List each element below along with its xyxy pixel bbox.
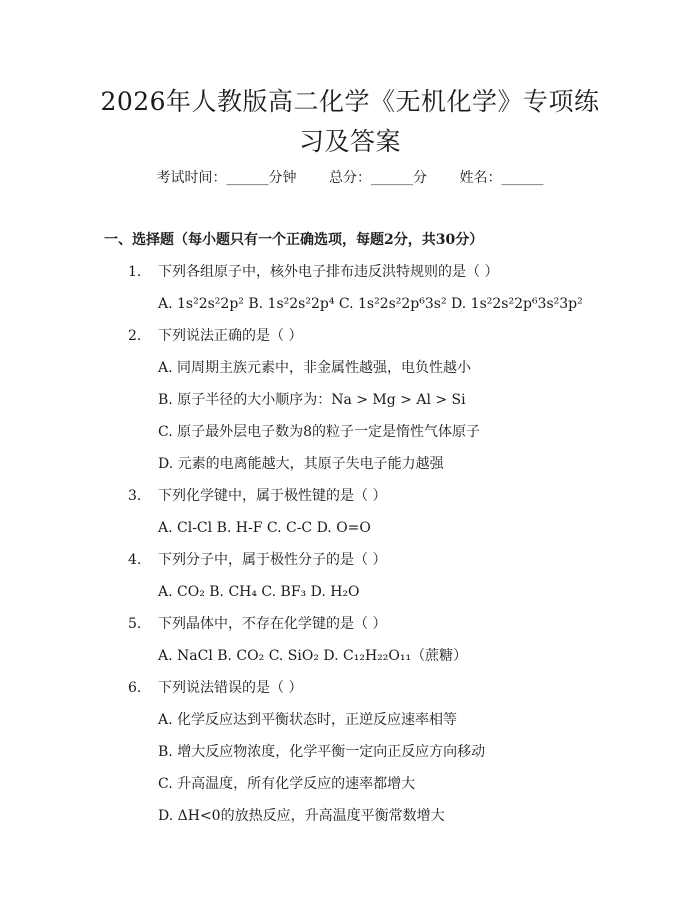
question-text: 下列说法错误的是（ ） — [158, 680, 303, 696]
question-5 — [128, 614, 386, 634]
question-6-option-a: A. 化学反应达到平衡状态时，正逆反应速率相等 — [158, 712, 458, 728]
question-text: 下列各组原子中，核外电子排布违反洪特规则的是（ ） — [158, 264, 499, 280]
question-text: 下列说法正确的是（ ） — [158, 328, 303, 344]
question-2-option-a: A. 同周期主族元素中，非金属性越强，电负性越小 — [158, 360, 472, 376]
question-3-options: A. Cl-Cl B. H-F C. C-C D. O=O — [158, 520, 371, 536]
question-number: 3. — [128, 488, 142, 504]
question-1-options: A. 1s²2s²2p² B. 1s²2s²2p⁴ C. 1s²2s²2p⁶3s² D. 1s²2s²2p⁶3s²3p² — [158, 296, 583, 312]
question-6-option-c: C. 升高温度，所有化学反应的速率都增大 — [158, 776, 416, 792]
question-text: 下列晶体中，不存在化学键的是（ ） — [158, 616, 387, 632]
question-number: 4. — [128, 552, 142, 568]
question-number: 6. — [128, 680, 142, 696]
question-2 — [128, 326, 302, 346]
question-2-option-d: D. 元素的电离能越大，其原子失电子能力越强 — [158, 456, 444, 472]
question-number: 1. — [128, 264, 142, 280]
question-5-options: A. NaCl B. CO₂ C. SiO₂ D. C₁₂H₂₂O₁₁（蔗糖） — [158, 648, 468, 664]
question-2-option-b: B. 原子半径的大小顺序为：Na > Mg > Al > Si — [158, 392, 466, 408]
question-4-options: A. CO₂ B. CH₄ C. BF₃ D. H₂O — [158, 584, 360, 600]
question-6-option-b: B. 增大反应物浓度，化学平衡一定向正反应方向移动 — [158, 744, 486, 760]
document-title-line2: 习及答案 — [298, 127, 401, 156]
document-title-line1: 2026年人教版高二化学《无机化学》专项练 — [100, 87, 600, 116]
question-number: 5. — [128, 616, 142, 632]
section-heading: 一、选择题（每小题只有一个正确选项，每题2分，共30分） — [104, 232, 484, 248]
total-score-field: 总分：______分 — [329, 170, 427, 186]
question-1 — [128, 262, 498, 282]
question-3 — [128, 486, 386, 506]
question-number: 2. — [128, 328, 142, 344]
exam-time-field: 考试时间：______分钟 — [156, 170, 297, 186]
exam-info — [0, 168, 700, 188]
question-4 — [128, 550, 386, 570]
question-text: 下列分子中，属于极性分子的是（ ） — [158, 552, 387, 568]
question-6-option-d: D. ΔH<0的放热反应，升高温度平衡常数增大 — [158, 808, 445, 824]
question-6 — [128, 678, 302, 698]
question-text: 下列化学键中，属于极性键的是（ ） — [158, 488, 387, 504]
student-name-field: 姓名：______ — [459, 170, 544, 186]
question-2-option-c: C. 原子最外层电子数为8的粒子一定是惰性气体原子 — [158, 424, 481, 440]
